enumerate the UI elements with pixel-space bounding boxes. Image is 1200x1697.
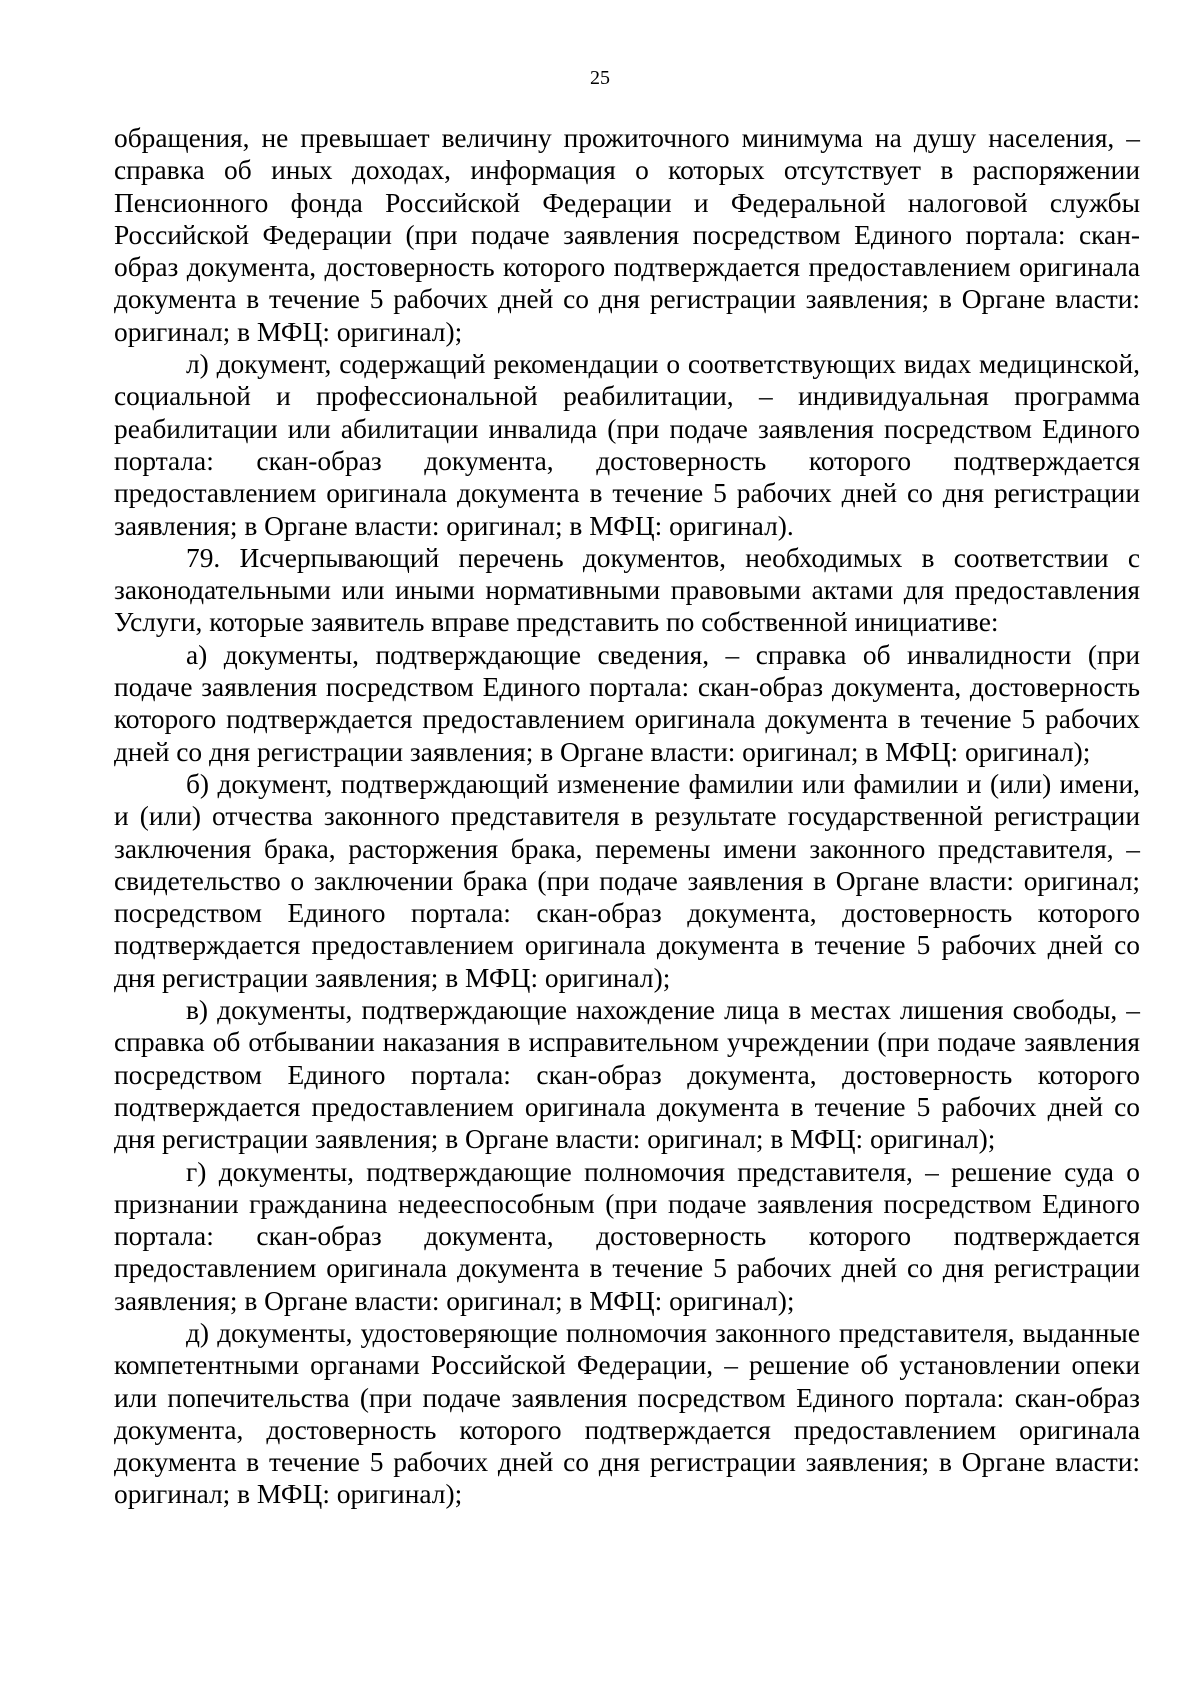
- page-number: 25: [590, 67, 610, 89]
- document-body: [114, 122, 1140, 1511]
- paragraph-continuation: обращения, не превышает величину прожиточного минимума на душу населения, – справка об иных доходах, информация о которых отсутствует в распоряжении Пенсионного фонда Российской Федерации и Федеральной налоговой службы Российской Федерации (при подаче заявления посредством Единого портала: скан-образ документа, достоверность которого подтверждается предоставлением оригинала документа в течение 5 рабочих дней со дня регистрации заявления; в Органе власти: оригинал; в МФЦ: оригинал);: [114, 123, 1140, 347]
- paragraph-item-g: г) документы, подтверждающие полномочия представителя, – решение суда о признании гражданина недееспособным (при подаче заявления посредством Единого портала: скан-образ документа, достоверность которого подтверждается предоставлением оригинала документа в течение 5 рабочих дней со дня регистрации заявления; в Органе власти: оригинал; в МФЦ: оригинал);: [114, 1156, 1140, 1316]
- paragraph-section-79: 79. Исчерпывающий перечень документов, необходимых в соответствии с законодательными или иными нормативными правовыми актами для предоставления Услуги, которые заявитель вправе представить по собственной инициативе:: [114, 542, 1140, 638]
- paragraph-item-l: л) документ, содержащий рекомендации о соответствующих видах медицинской, социальной и профессиональной реабилитации, – индивидуальная программа реабилитации или абилитации инвалида (при подаче заявления посредством Единого портала: скан-образ документа, достоверность которого подтверждается предоставлением оригинала документа в течение 5 рабочих дней со дня регистрации заявления; в Органе власти: оригинал; в МФЦ: оригинал).: [114, 349, 1140, 541]
- paragraph-item-a: а) документы, подтверждающие сведения, – справка об инвалидности (при подаче заявления посредством Единого портала: скан-образ документа, достоверность которого подтверждается предоставлением оригинала документа в течение 5 рабочих дней со дня регистрации заявления; в Органе власти: оригинал; в МФЦ: оригинал);: [114, 639, 1140, 767]
- paragraph-item-b: б) документ, подтверждающий изменение фамилии или фамилии и (или) имени, и (или) отчества законного представителя в результате государственной регистрации заключения брака, расторжения брака, перемены имени законного представителя, – свидетельство о заключении брака (при подаче заявления в Органе власти: оригинал; посредством Единого портала: скан-образ документа, достоверность которого подтверждается предоставлением оригинала документа в течение 5 рабочих дней со дня регистрации заявления; в МФЦ: оригинал);: [114, 768, 1140, 993]
- paragraph-item-v: в) документы, подтверждающие нахождение лица в местах лишения свободы, – справка об отбывании наказания в исправительном учреждении (при подаче заявления посредством Единого портала: скан-образ документа, достоверность которого подтверждается предоставлением оригинала документа в течение 5 рабочих дней со дня регистрации заявления; в Органе власти: оригинал; в МФЦ: оригинал);: [114, 995, 1140, 1155]
- paragraph-item-d: д) документы, удостоверяющие полномочия законного представителя, выданные компетентными органами Российской Федерации, – решение об установлении опеки или попечительства (при подаче заявления посредством Единого портала: скан-образ документа, достоверность которого подтверждается предоставлением оригинала документа в течение 5 рабочих дней со дня регистрации заявления; в Органе власти: оригинал; в МФЦ: оригинал);: [114, 1317, 1140, 1510]
